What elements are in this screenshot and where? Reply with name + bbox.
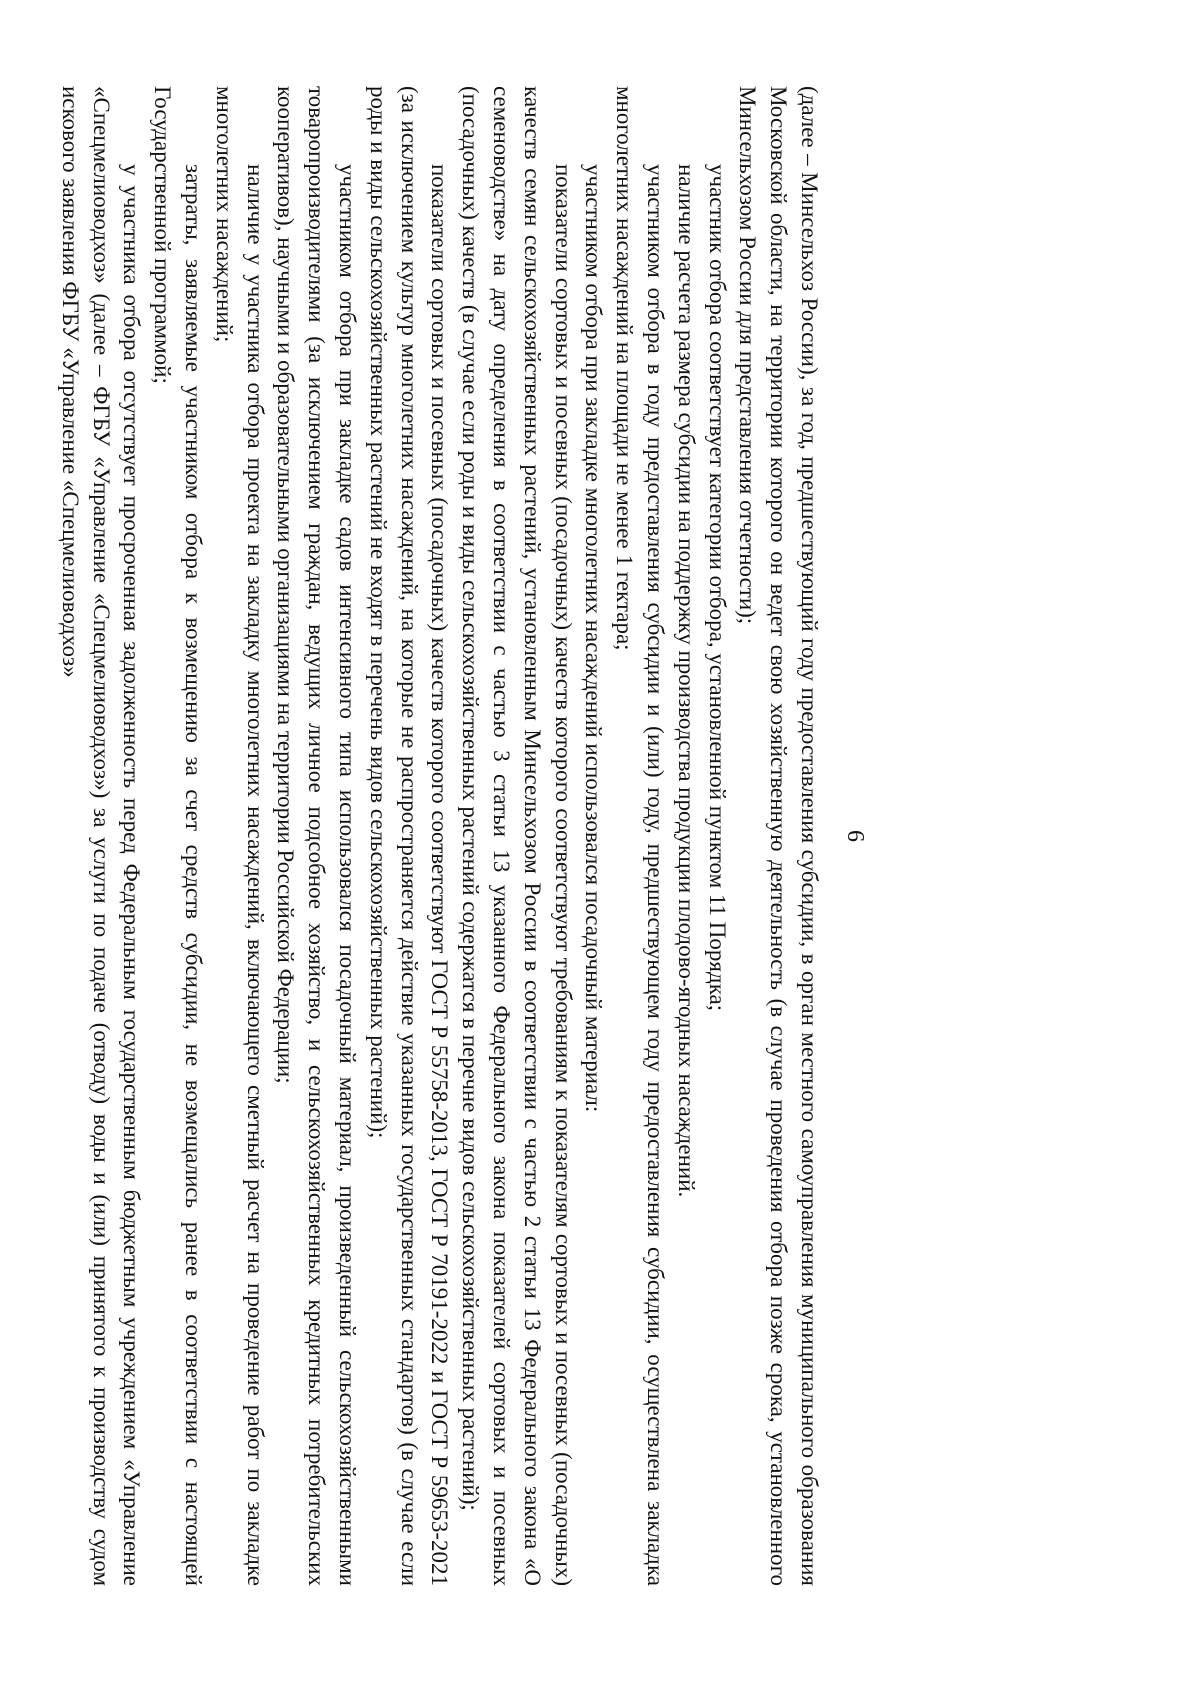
paragraph: участником отбора в году предоставления субсидии и (или) году, предшествующем году предоставления субсидии, осуществлена закладка многолетних насаждений на площади не менее 1 гектара; <box>612 86 669 1586</box>
paragraph: затраты, заявляемые участником отбора к возмещению за счет средств субсидии, не возмещались ранее в соответствии с настоящей Государственной программой; <box>150 86 207 1586</box>
paragraph: показатели сортовых и посевных (посадочных) качеств которого соответствуют требованиям к показателям сортовых и посевных (посадочных) качеств семян сельскохозяйственных растений, установленным Минсельхозом России в соответствии с частью 2 статьи 13 Федерального закона «О семеноводстве» на дату определения в соответствии с частью 3 статьи 13 указанного Федерального закона показателей сортовых и посевных (посадочных) качеств (в случае если роды и виды сельскохозяйственных растений содержатся в перечне видов сельскохозяйственных растений); <box>458 86 576 1586</box>
paragraph: участником отбора при закладке многолетних насаждений использовался посадочный материал: <box>581 164 607 1113</box>
paragraph: у участника отбора отсутствует просроченная задолженность перед Федеральным государственным бюджетным учреждением «Управление «Спецмелиоводхоз» (далее – ФГБУ «Управление «Спецмелиоводхоз») за услуги по подаче (отводу) воды и (или) принятого к производству судом искового заявления ФГБУ «Управление «Спецмелиоводхоз» <box>57 86 145 1586</box>
body-text <box>57 86 824 1586</box>
paragraph-continuation: (далее – Минсельхоз России), за год, предшествующий году предоставления субсидии, в орган местного самоуправления муниципального образования Московской области, на территории которого он ведет свою хозяйственную деятельность (в случае проведения отбора позже срока, установленного Минсельхозом России для представления отчетности); <box>735 86 822 1586</box>
paragraph: участник отбора соответствует категории отбора, установленной пунктом 11 Порядка; <box>704 164 730 1012</box>
rotated-page-content <box>57 86 1198 1586</box>
page-number: 6 <box>842 830 868 842</box>
paragraph: наличие расчета размера субсидии на поддержку производства продукции плодово-ягодных насаждений. <box>673 164 699 1198</box>
paragraph: участником отбора при закладке садов интенсивного типа использовался посадочный материал, произведенный сельскохозяйственными товаропроизводителями (за исключением граждан, ведущих личное подсобное хозяйство, и сельскохозяйственных кредитных потребительских кооперативов), научными и образовательными организациями на территории Российской Федерации; <box>273 86 361 1586</box>
paragraph: показатели сортовых и посевных (посадочных) качеств которого соответствуют ГОСТ Р 55758-2013, ГОСТ Р 70191-2022 и ГОСТ Р 59653-2021 (за исключением культур многолетних насаждений, на которые не распространяется действие указанных государственных стандартов) (в случае если роды и виды сельскохозяйственных растений не входят в перечень видов сельскохозяйственных растений); <box>365 86 453 1586</box>
paragraph: наличие у участника отбора проекта на закладку многолетних насаждений, включающего сметный расчет на проведение работ по закладке многолетних насаждений; <box>211 86 268 1586</box>
